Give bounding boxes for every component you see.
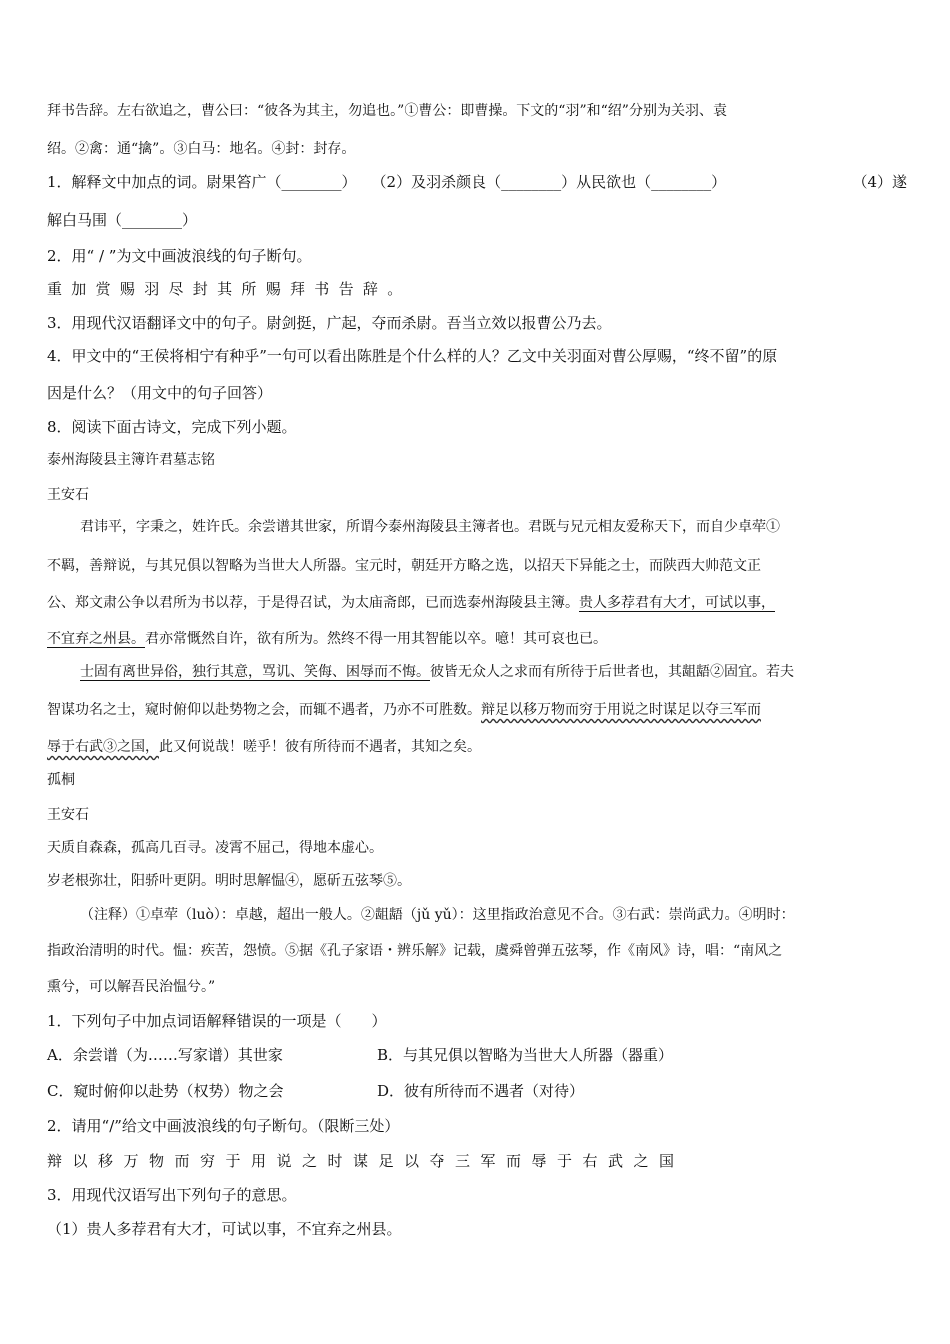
paragraph-1: 不羁，善辩说，与其兄俱以智略为当世大人所器。宝元时，朝廷开方略之选，以招天下异能之士，而陕西大帅范文正: [47, 558, 761, 574]
question-4-continued: 因是什么？（用文中的句子回答）: [47, 384, 273, 402]
paragraph-2: [47, 737, 907, 757]
annotation: 熏兮，可以解吾民治愠兮。”: [47, 979, 216, 995]
underlined-sentence: 不宜弃之州县。: [47, 631, 145, 647]
mc-question-3: 3．用现代汉语写出下列句子的意思。: [47, 1186, 297, 1204]
question-4: 4．甲文中的“王侯将相宁有种乎”一句可以看出陈胜是个什么样的人？乙文中关羽面对曹公厚赐，“终不留”的原: [47, 347, 778, 365]
annotation: （注释）①卓荦（luò）：卓越，超出一般人。②龃龉（jǔ yǔ）：这里指政治意见不合。③右武：崇尚武力。④明时：: [80, 907, 795, 923]
paragraph-1: [47, 593, 907, 613]
option-b: B．与其兄俱以智略为当世大人所器（器重）: [377, 1046, 674, 1064]
wavy-sentence: 辩足以移万物而穷于用说之时谋足以夺三军而: [481, 702, 761, 718]
mc-question-3-item: （1）贵人多荐君有大才，可试以事，不宜弃之州县。: [47, 1220, 402, 1238]
mc-question-2: 2．请用“/”给文中画波浪线的句子断句。（限断三处）: [47, 1117, 400, 1135]
text-author-2: 王安石: [47, 807, 89, 823]
footnote-line: 拜书告辞。左右欲追之，曹公曰：“彼各为其主，勿追也。”①曹公：即曹操。下文的“羽”和“绍”分别为关羽、袁: [47, 103, 727, 119]
paragraph-text: 公、郑文肃公争以君所为书以荐，于是得召试，为太庙斋郎，已而选泰州海陵县主簿。: [47, 595, 579, 611]
mc-question-1: 1．下列句子中加点词语解释错误的一项是（ ）: [47, 1012, 387, 1030]
option-row: [47, 1081, 907, 1101]
mc-question-2-sentence: 辩以移万物而穷于用说之时谋足以夺三军而辱于右武之国: [47, 1152, 685, 1170]
question-1-text: 1．解释文中加点的词。尉果笞广（________） （2）及羽杀颜良（________）从民欲也（________）: [47, 173, 727, 191]
option-c: C．窥时俯仰以赴势（权势）物之会: [47, 1082, 284, 1100]
section-8-heading: 8．阅读下面古诗文，完成下列小题。: [47, 418, 297, 436]
poem-line: 天质自森森，孤高几百寻。凌霄不屈己，得地本虚心。: [47, 840, 383, 856]
question-2: 2．用“ / ”为文中画波浪线的句子断句。: [47, 247, 312, 265]
option-d: D．彼有所待而不遇者（对待）: [377, 1082, 585, 1100]
paragraph-1: [47, 629, 907, 649]
footnote-line: 绍。②禽：通“擒”。③白马：地名。④封：封存。: [47, 141, 356, 157]
paragraph-1: 君讳平，字秉之，姓许氏。余尝谱其世家，所谓今泰州海陵县主簿者也。君既与兄元相友爱称天下，而自少卓荦①: [80, 519, 780, 535]
question-1: [47, 172, 907, 192]
option-a: A．余尝谱（为……写家谱）其世家: [47, 1046, 283, 1064]
wavy-sentence: 辱于右武③之国，: [47, 739, 159, 755]
question-3: 3．用现代汉语翻译文中的句子。尉剑挺，广起，夺而杀尉。吾当立效以报曹公乃去。: [47, 314, 612, 332]
paragraph-2: [80, 662, 906, 682]
paragraph-text: 智谋功名之士，窥时俯仰以赴势物之会，而辄不遇者，乃亦不可胜数。: [47, 702, 481, 718]
text-author-1: 王安石: [47, 487, 89, 503]
underlined-sentence: 士固有离世异俗，独行其意，骂讥、笑侮、困辱而不悔。: [80, 664, 430, 680]
text-title-2: 孤桐: [47, 772, 75, 788]
question-2-sentence: 重加赏赐羽尽封其所赐拜书告辞。: [47, 280, 412, 298]
paragraph-text: 此又何说哉！嗟乎！彼有所待而不遇者，其知之矣。: [159, 739, 481, 755]
question-1-part4: （4）遂: [852, 173, 907, 191]
paragraph-2: [47, 700, 907, 720]
poem-line: 岁老根弥壮，阳骄叶更阴。明时思解愠④，愿斫五弦琴⑤。: [47, 873, 411, 889]
text-title-1: 泰州海陵县主簿许君墓志铭: [47, 452, 215, 468]
paragraph-text: 君亦常慨然自许，欲有所为。然终不得一用其智能以卒。噫！其可哀也已。: [145, 631, 607, 647]
option-row: [47, 1045, 907, 1065]
paragraph-text: 彼皆无众人之求而有所待于后世者也，其龃龉②固宜。若夫: [430, 664, 794, 680]
underlined-sentence: 贵人多荐君有大才，可试以事，: [579, 595, 775, 611]
question-1-continued: 解白马围（________）: [47, 211, 198, 229]
annotation: 指政治清明的时代。愠：疾苦，怨愤。⑤据《孔子家语・辨乐解》记载，虞舜曾弹五弦琴，作《南风》诗，唱：“南风之: [47, 943, 783, 959]
